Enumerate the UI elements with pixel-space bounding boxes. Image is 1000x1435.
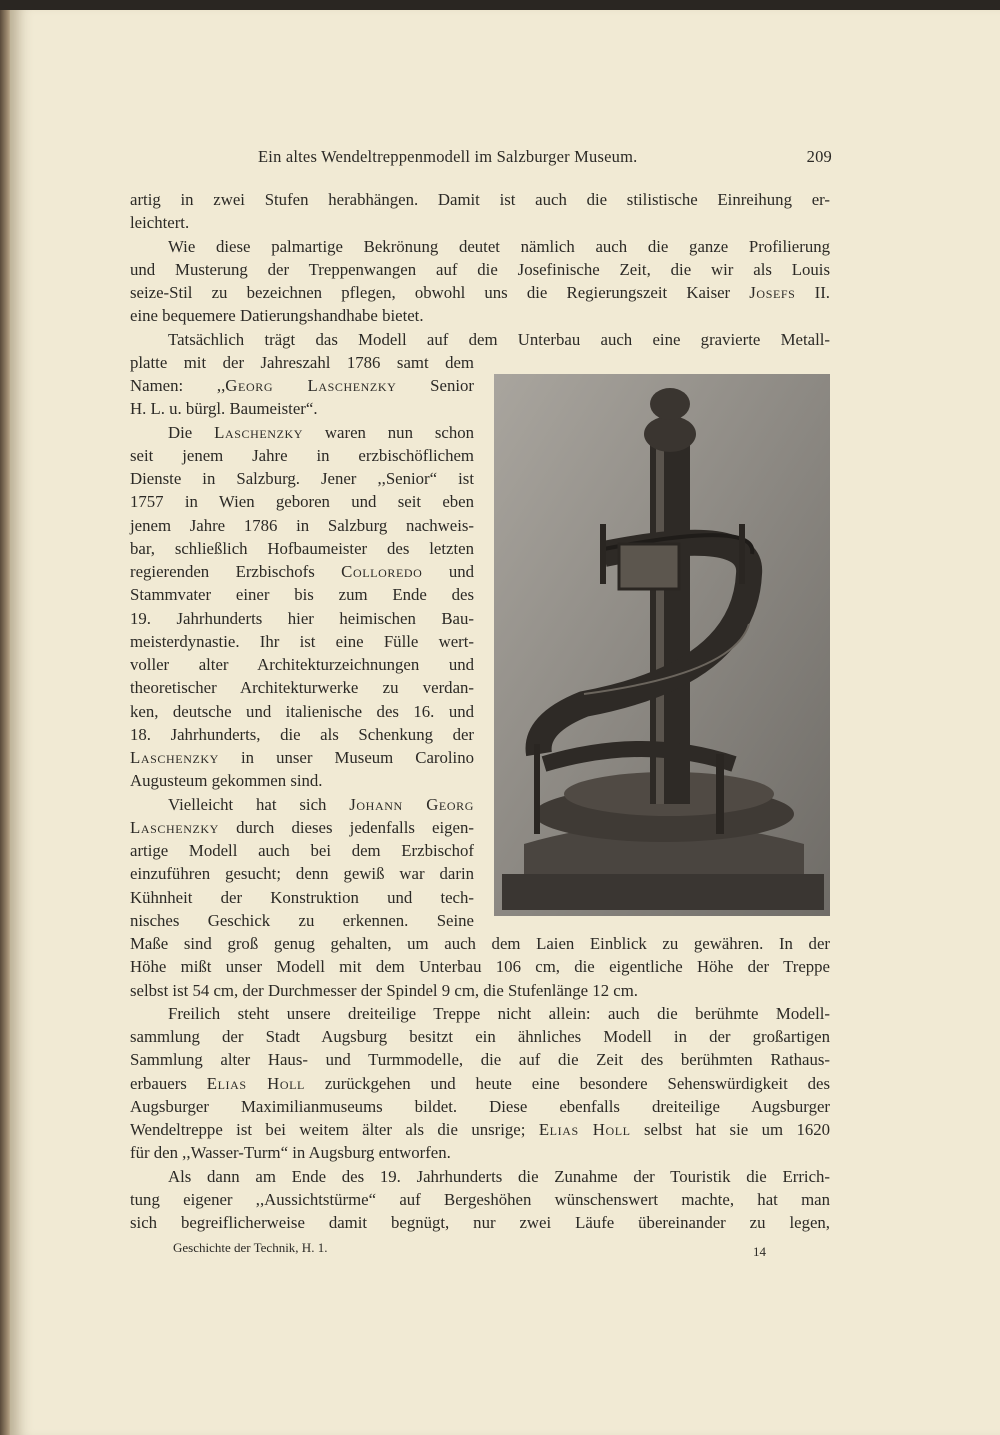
text-line — [130, 862, 474, 885]
text-line — [130, 514, 474, 537]
text-line — [130, 1048, 830, 1071]
text-segment: Senior — [396, 376, 474, 395]
text-line — [130, 1211, 830, 1234]
text-line — [130, 258, 830, 281]
text-segment: Augsburger Maximilianmuseums bildet. Diese ebenfalls dreiteilige Augsburger — [130, 1096, 830, 1116]
text-segment: nisches Geschick zu erkennen. Seine — [130, 910, 474, 930]
text-segment: erbauers — [130, 1073, 207, 1093]
small-caps-name: Laschenzky — [214, 422, 304, 442]
text-segment: artige Modell auch bei dem Erzbischof — [130, 841, 474, 860]
text-line — [130, 211, 830, 234]
text-segment: Stammvater einer bis zum Ende des — [130, 585, 474, 605]
small-caps-name: Laschenzky — [130, 817, 219, 837]
small-caps-name: Josefs — [749, 283, 796, 302]
text-segment: II. — [795, 283, 830, 302]
text-segment: waren nun schon — [303, 422, 474, 442]
text-segment: Die — [168, 422, 215, 442]
text-segment: 1757 in Wien geboren und seit eben — [130, 492, 474, 512]
text-line — [130, 1002, 830, 1025]
text-line — [130, 793, 474, 816]
text-line — [130, 1188, 830, 1211]
text-segment: Augusteum gekommen sind. — [130, 771, 323, 791]
text-line — [130, 1141, 830, 1164]
text-segment: eine bequemere Datierungshandhabe bietet. — [130, 306, 424, 326]
text-segment: Wendeltreppe ist bei weitem älter als die unsrige; — [130, 1120, 539, 1139]
text-segment: leichtert. — [130, 213, 190, 233]
text-line — [130, 1072, 830, 1095]
text-segment: 19. Jahrhunderts hier heimischen Bau- — [130, 608, 474, 628]
text-segment: in unser Museum Carolino — [218, 748, 474, 767]
text-line — [130, 1118, 830, 1141]
text-line — [130, 374, 474, 397]
spiral-staircase-model-photo — [494, 374, 830, 916]
text-line — [130, 281, 830, 304]
text-segment: und — [422, 562, 474, 581]
text-segment: 18. Jahrhunderts, die als Schenkung der — [130, 724, 474, 744]
page-number: 209 — [806, 147, 832, 166]
text-line — [130, 630, 474, 653]
text-line — [130, 304, 830, 327]
text-line — [130, 1095, 830, 1118]
text-line — [130, 909, 474, 932]
journal-footer: Geschichte der Technik, H. 1. — [173, 1240, 328, 1255]
text-line — [130, 932, 830, 955]
small-caps-name: Elias Holl — [538, 1120, 631, 1139]
text-line — [130, 886, 474, 909]
text-segment: H. L. u. bürgl. Baumeister“. — [130, 399, 318, 419]
text-segment: jenem Jahre 1786 in Salzburg nachweis- — [130, 515, 474, 535]
text-line — [130, 955, 830, 978]
text-segment: Maße sind groß genug gehalten, um auch dem Laien Einblick zu gewähren. In der — [130, 934, 830, 953]
text-segment: meisterdynastie. Ihr ist eine Fülle wert- — [130, 631, 474, 651]
text-segment: Tatsächlich trägt das Modell auf dem Unterbau auch eine gravierte Metall- — [168, 329, 830, 349]
text-segment: Sammlung alter Haus- und Turmmodelle, die auf die Zeit des berühmten Rathaus- — [130, 1050, 830, 1070]
small-caps-name: Georg Laschenzky — [225, 376, 397, 395]
text-segment: platte mit der Jahreszahl 1786 samt dem — [130, 352, 474, 372]
signature-mark: 14 — [753, 1244, 766, 1259]
text-segment: Vielleicht hat sich — [168, 794, 350, 814]
text-line — [130, 746, 474, 769]
text-line — [130, 1025, 830, 1048]
text-segment: theoretischer Architekturwerke zu verdan- — [130, 678, 474, 698]
text-segment: einzuführen gesucht; denn gewiß war darin — [130, 864, 474, 884]
text-segment: und Musterung der Treppenwangen auf die Josefinische Zeit, die wir als Louis — [130, 259, 830, 279]
small-caps-name: Laschenzky — [130, 748, 219, 767]
text-segment: Namen: ,, — [130, 376, 226, 395]
text-segment: Wie diese palmartige Bekrönung deutet nämlich auch die ganze Profilierung — [168, 236, 830, 256]
text-segment: regierenden Erzbischofs — [130, 562, 342, 581]
text-line — [130, 188, 830, 211]
small-caps-name: Colloredo — [341, 562, 423, 581]
text-segment: tung eigener ,,Aussichtstürme“ auf Bergeshöhen wünschenswert machte, hat man — [130, 1189, 830, 1209]
text-segment: voller alter Architekturzeichnungen und — [130, 655, 474, 674]
text-line — [130, 676, 474, 699]
text-segment: durch dieses jedenfalls eigen- — [218, 817, 474, 837]
text-line — [130, 444, 474, 467]
text-segment: Dienste in Salzburg. Jener ,,Senior“ ist — [130, 469, 474, 488]
text-line — [130, 583, 474, 606]
text-segment: sich begreiflicherweise damit begnügt, nur zwei Läufe übereinander zu legen, — [130, 1213, 830, 1232]
text-segment: Höhe mißt unser Modell mit dem Unterbau 106 cm, die eigentliche Höhe der Treppe — [130, 957, 830, 977]
text-line — [130, 607, 474, 630]
text-line — [130, 653, 474, 676]
small-caps-name: Elias Holl — [206, 1073, 305, 1093]
text-line — [130, 490, 474, 513]
text-line — [130, 979, 830, 1002]
text-line — [130, 537, 474, 560]
text-line — [130, 328, 830, 351]
text-segment: zurückgehen und heute eine besondere Sehenswürdigkeit des — [304, 1073, 830, 1093]
text-segment: selbst hat sie um 1620 — [630, 1120, 831, 1139]
page-footer — [173, 1240, 773, 1259]
text-line — [130, 560, 474, 583]
text-segment: selbst ist 54 cm, der Durchmesser der Spindel 9 cm, die Stufenlänge 12 cm. — [130, 980, 638, 1000]
text-segment: seize-Stil zu bezeichnen pflegen, obwohl uns die Regierungszeit Kaiser — [130, 283, 750, 302]
text-segment: sammlung der Stadt Augsburg besitzt ein ähnliches Modell in der großartigen — [130, 1027, 830, 1046]
text-line — [130, 351, 474, 374]
text-segment: für den ,,Wasser-Turm“ in Augsburg entworfen. — [130, 1143, 451, 1163]
running-title: Ein altes Wendeltreppenmodell im Salzburger Museum. — [258, 147, 638, 166]
text-line — [130, 397, 474, 420]
text-line — [130, 816, 474, 839]
text-line — [130, 1165, 830, 1188]
text-segment: Als dann am Ende des 19. Jahrhunderts die Zunahme der Touristik die Errich- — [168, 1166, 830, 1186]
text-segment: ken, deutsche und italienische des 16. und — [130, 701, 474, 721]
text-line — [130, 700, 474, 723]
text-segment: Kühnheit der Konstruktion und tech- — [130, 887, 474, 907]
text-line — [130, 769, 474, 792]
text-segment: Freilich steht unsere dreiteilige Treppe nicht allein: auch die berühmte Modell- — [168, 1003, 830, 1023]
text-line — [130, 839, 474, 862]
text-segment: bar, schließlich Hofbaumeister des letzten — [130, 538, 474, 558]
text-line — [130, 421, 474, 444]
text-line — [130, 235, 830, 258]
text-line — [130, 723, 474, 746]
text-segment: seit jenem Jahre in erzbischöflichem — [130, 445, 474, 465]
small-caps-name: Johann Georg — [349, 794, 474, 814]
text-line — [130, 467, 474, 490]
text-segment: artig in zwei Stufen herabhängen. Damit ist auch die stilistische Einreihung er- — [130, 190, 830, 209]
